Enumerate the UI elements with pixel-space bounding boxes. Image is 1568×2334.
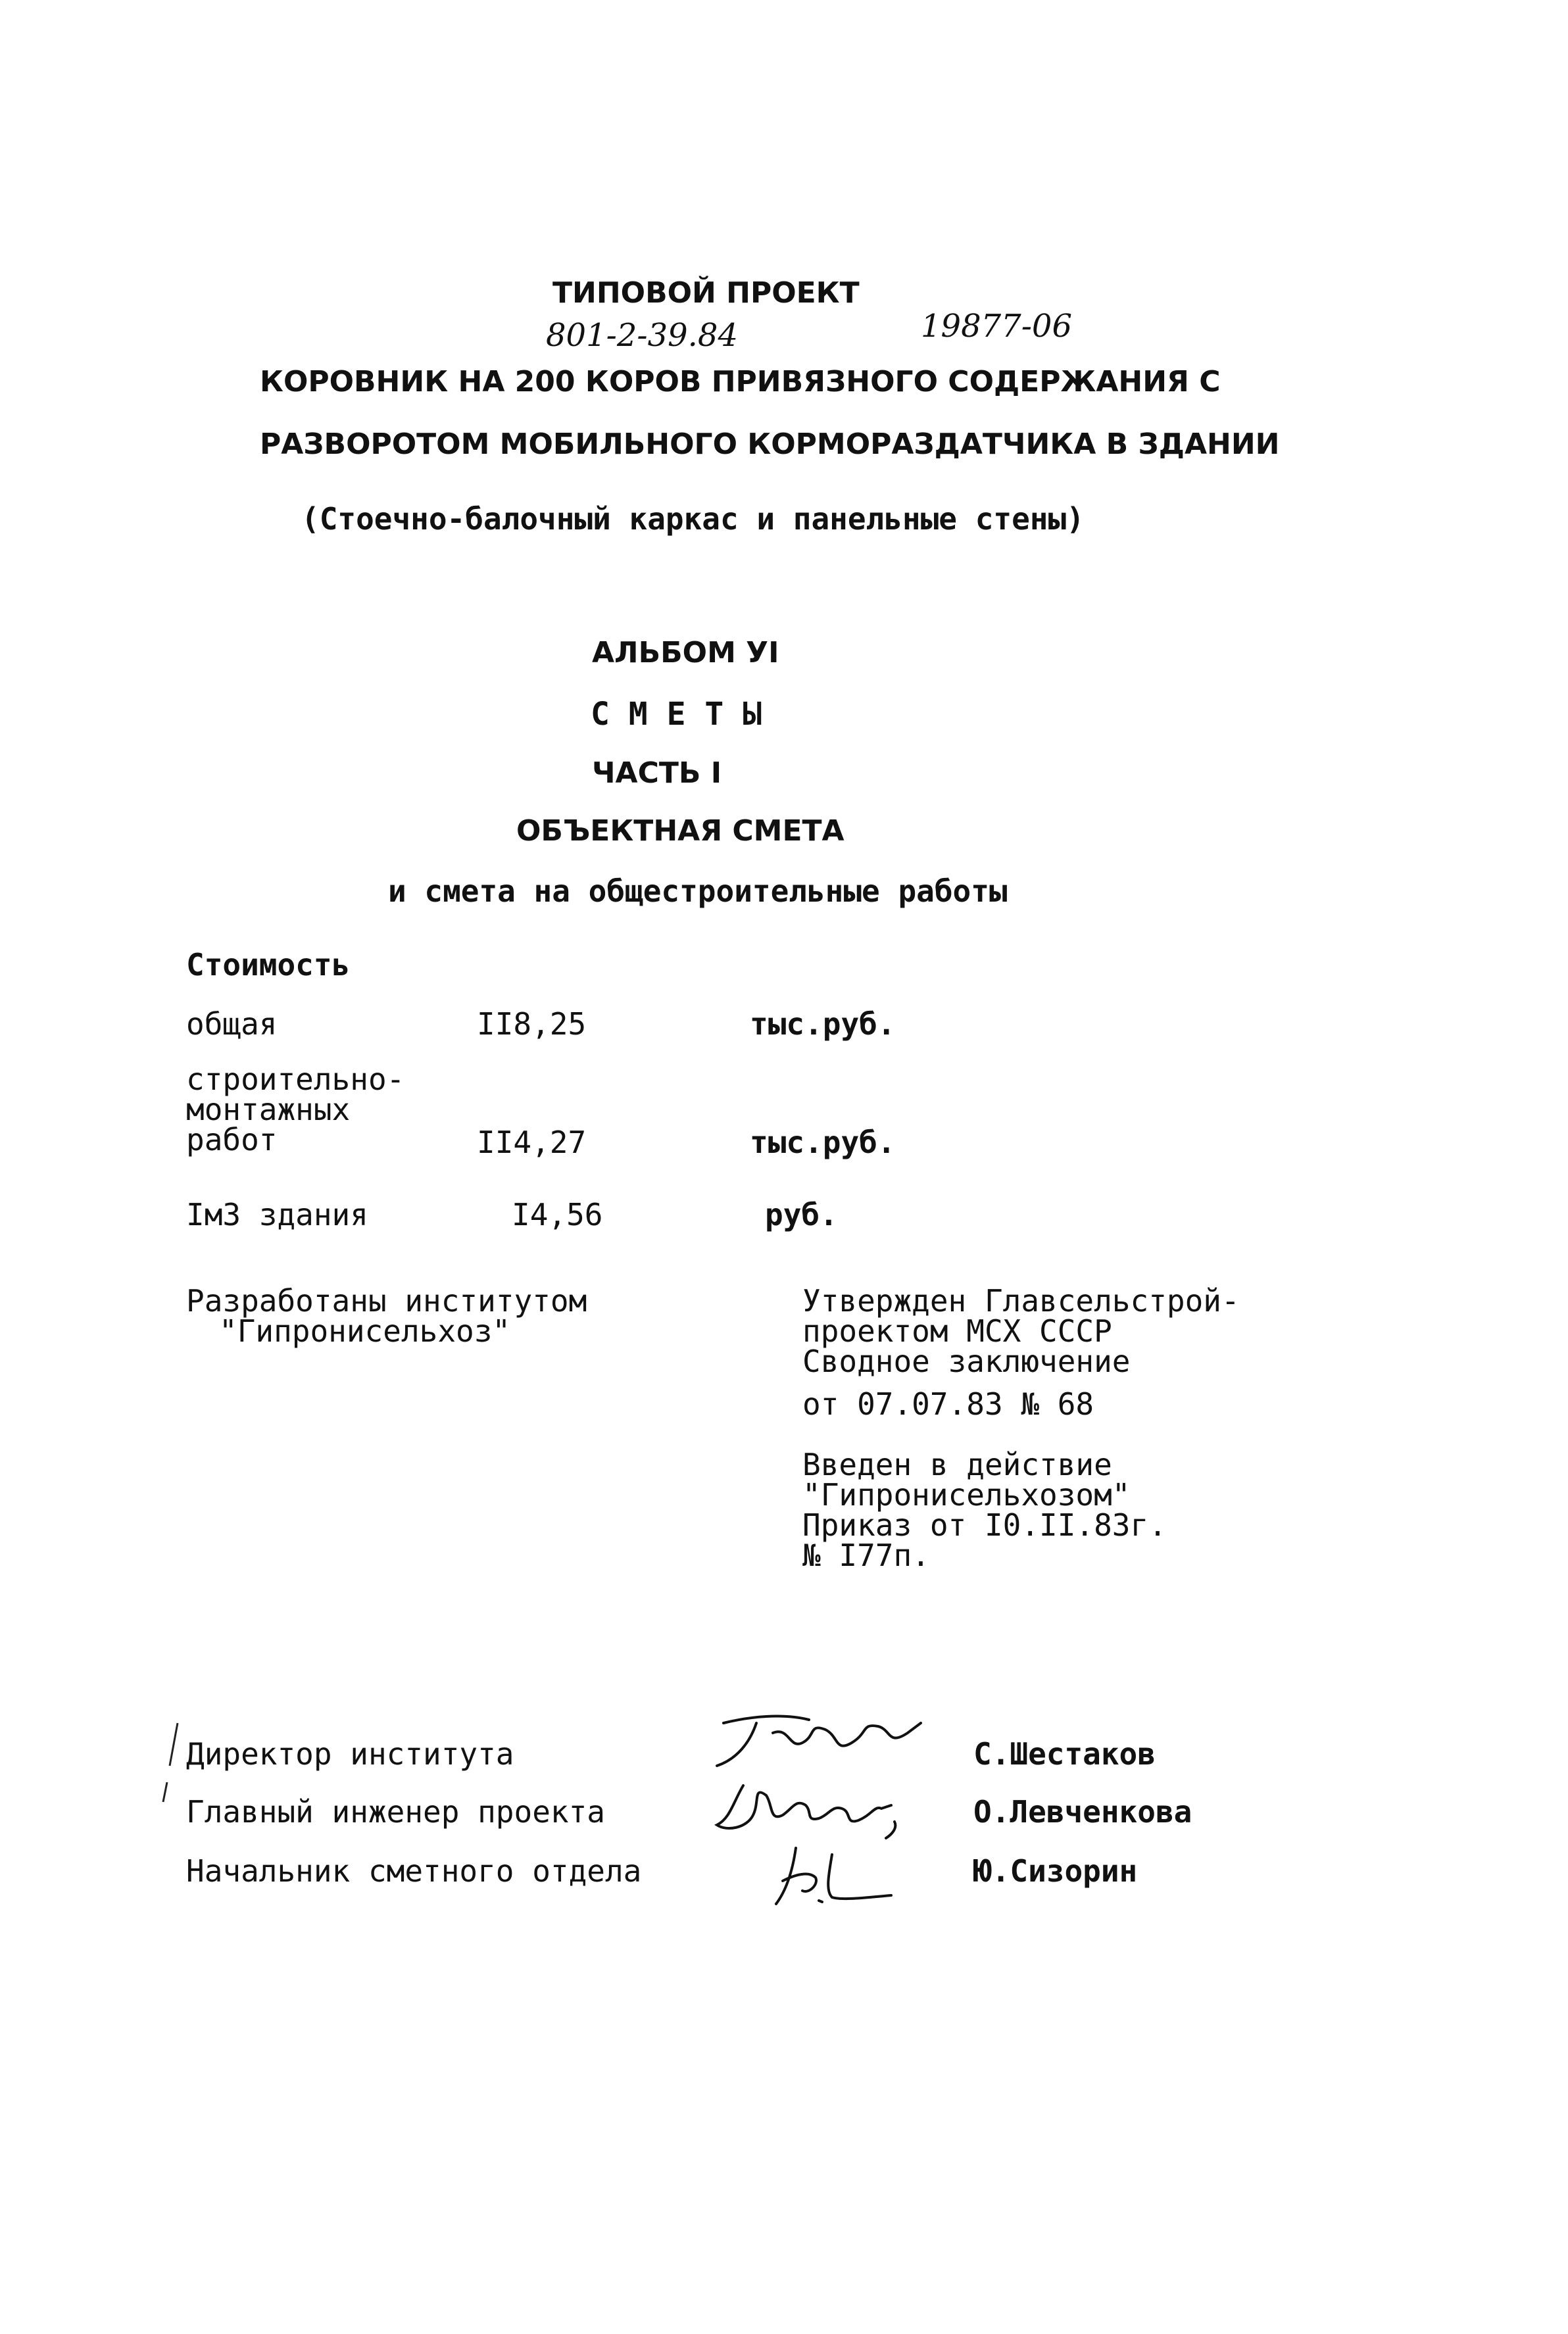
cost-construction-label-line-3: работ <box>186 1122 278 1157</box>
cost-total-value: II8,25 <box>477 1006 587 1042</box>
enactment-block <box>802 1447 1167 1573</box>
approval-block <box>802 1283 1240 1379</box>
enactment-line-4: № I77п. <box>802 1538 930 1573</box>
part-label: ЧАСТЬ I <box>592 756 722 790</box>
cost-construction-label-line-1: строительно- <box>186 1061 405 1097</box>
cost-construction-label <box>186 1061 405 1157</box>
cost-construction-value: II4,27 <box>477 1125 587 1160</box>
cost-heading: Стоимость <box>186 947 351 983</box>
signature-role-estimate-head: Начальник сметного отдела <box>186 1853 642 1889</box>
signature-role-director: Директор института <box>186 1736 514 1772</box>
enactment-line-1: Введен в действие <box>802 1447 1112 1482</box>
developed-by-line-2: "Гипронисельхоз" <box>219 1313 511 1349</box>
approval-line-1: Утвержден Главсельстрой- <box>802 1283 1240 1319</box>
handwritten-signature-estimate-head <box>770 1835 901 1914</box>
signature-name-director: С.Шестаков <box>973 1736 1156 1772</box>
estimate-description: и смета на общестроительные работы <box>388 873 1008 909</box>
album-label: АЛЬБОМ УI <box>592 636 779 669</box>
handwritten-signature-chief-engineer <box>714 1769 931 1841</box>
title-line-2: РАЗВОРОТОМ МОБИЛЬНОГО КОРМОРАЗДАТЧИКА В ЗДАНИИ <box>260 427 1280 461</box>
project-number: 801-2-39.84 <box>546 317 739 354</box>
approval-line-2: проектом МСХ СССР <box>802 1313 1112 1349</box>
cost-per-m3-value: I4,56 <box>512 1197 603 1232</box>
enactment-line-3: Приказ от I0.II.83г. <box>802 1507 1167 1543</box>
enactment-line-2: "Гипронисельхозом" <box>802 1477 1131 1513</box>
section-label: С М Е Т Ы <box>591 696 762 733</box>
signature-role-chief-engineer: Главный инженер проекта <box>186 1794 605 1830</box>
cost-total-unit: тыс.руб. <box>750 1006 896 1042</box>
cost-construction-label-line-2: монтажных <box>186 1092 351 1127</box>
margin-tick-mark <box>158 1720 184 1805</box>
signature-name-estimate-head: Ю.Сизорин <box>973 1853 1138 1889</box>
archive-number: 19877-06 <box>921 308 1072 345</box>
developed-by-line-1: Разработаны институтом <box>186 1283 587 1319</box>
handwritten-signature-director <box>710 1697 927 1776</box>
subtitle: (Стоечно-балочный каркас и панельные стены) <box>301 501 1085 537</box>
approval-date: от 07.07.83 № 68 <box>802 1386 1094 1422</box>
signature-name-chief-engineer: О.Левченкова <box>973 1794 1192 1830</box>
developed-by <box>186 1283 587 1349</box>
cost-per-m3-label: Iм3 здания <box>186 1197 368 1232</box>
cost-total-label: общая <box>186 1006 278 1042</box>
cost-per-m3-unit: руб. <box>765 1197 838 1232</box>
title-line-1: КОРОВНИК НА 200 КОРОВ ПРИВЯЗНОГО СОДЕРЖАНИЯ С <box>260 365 1221 399</box>
approval-line-3: Сводное заключение <box>802 1344 1131 1379</box>
series-label: ТИПОВОЙ ПРОЕКТ <box>552 276 860 310</box>
object-estimate-label: ОБЪЕКТНАЯ СМЕТА <box>516 814 845 848</box>
cost-construction-unit: тыс.руб. <box>750 1125 896 1160</box>
